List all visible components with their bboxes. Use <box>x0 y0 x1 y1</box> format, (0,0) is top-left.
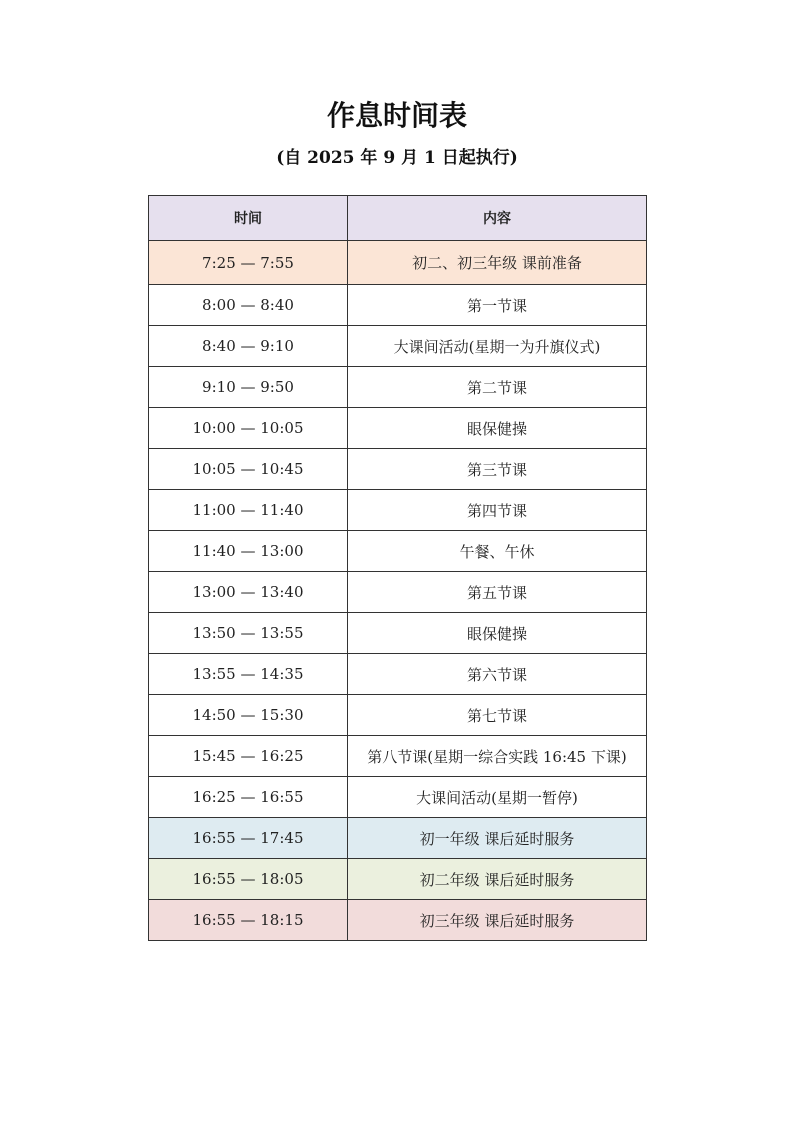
time-cell: 16:55 — 18:15 <box>149 900 348 941</box>
time-cell: 16:55 — 18:05 <box>149 859 348 900</box>
content-cell: 第一节课 <box>348 285 647 326</box>
time-cell: 13:55 — 14:35 <box>149 654 348 695</box>
table-row <box>149 613 647 654</box>
table-row <box>149 777 647 818</box>
table-row <box>149 818 647 859</box>
table-row <box>149 449 647 490</box>
content-cell: 初二、初三年级 课前准备 <box>348 241 647 285</box>
time-cell: 10:00 — 10:05 <box>149 408 348 449</box>
time-cell: 9:10 — 9:50 <box>149 367 348 408</box>
content-cell: 初二年级 课后延时服务 <box>348 859 647 900</box>
time-cell: 16:55 — 17:45 <box>149 818 348 859</box>
content-cell: 初一年级 课后延时服务 <box>348 818 647 859</box>
time-cell: 14:50 — 15:30 <box>149 695 348 736</box>
content-cell: 第八节课(星期一综合实践 16:45 下课) <box>348 736 647 777</box>
content-cell: 第五节课 <box>348 572 647 613</box>
time-cell: 16:25 — 16:55 <box>149 777 348 818</box>
table-row <box>149 241 647 285</box>
table-row <box>149 695 647 736</box>
table-row <box>149 859 647 900</box>
content-cell: 初三年级 课后延时服务 <box>348 900 647 941</box>
time-cell: 8:40 — 9:10 <box>149 326 348 367</box>
table-row <box>149 900 647 941</box>
table-row <box>149 326 647 367</box>
table-row <box>149 654 647 695</box>
table-row <box>149 408 647 449</box>
content-cell: 第六节课 <box>348 654 647 695</box>
time-cell: 11:40 — 13:00 <box>149 531 348 572</box>
table-row <box>149 490 647 531</box>
page-subtitle: (自 2025 年 9 月 1 日起执行) <box>276 148 518 168</box>
time-cell: 13:00 — 13:40 <box>149 572 348 613</box>
content-cell: 午餐、午休 <box>348 531 647 572</box>
time-cell: 11:00 — 11:40 <box>149 490 348 531</box>
time-cell: 8:00 — 8:40 <box>149 285 348 326</box>
content-cell: 第四节课 <box>348 490 647 531</box>
content-cell: 大课间活动(星期一为升旗仪式) <box>348 326 647 367</box>
time-cell: 10:05 — 10:45 <box>149 449 348 490</box>
schedule-table <box>148 195 647 941</box>
time-cell: 13:50 — 13:55 <box>149 613 348 654</box>
content-cell: 眼保健操 <box>348 408 647 449</box>
table-row <box>149 285 647 326</box>
column-header-time: 时间 <box>149 196 348 241</box>
table-row <box>149 367 647 408</box>
content-cell: 第三节课 <box>348 449 647 490</box>
column-header-content: 内容 <box>348 196 647 241</box>
content-cell: 第二节课 <box>348 367 647 408</box>
time-cell: 15:45 — 16:25 <box>149 736 348 777</box>
time-cell: 7:25 — 7:55 <box>149 241 348 285</box>
table-row <box>149 736 647 777</box>
table-row <box>149 531 647 572</box>
schedule-body <box>149 241 647 941</box>
table-row <box>149 572 647 613</box>
page-title: 作息时间表 <box>326 99 467 132</box>
content-cell: 大课间活动(星期一暂停) <box>348 777 647 818</box>
table-header-row <box>149 196 647 241</box>
content-cell: 第七节课 <box>348 695 647 736</box>
content-cell: 眼保健操 <box>348 613 647 654</box>
